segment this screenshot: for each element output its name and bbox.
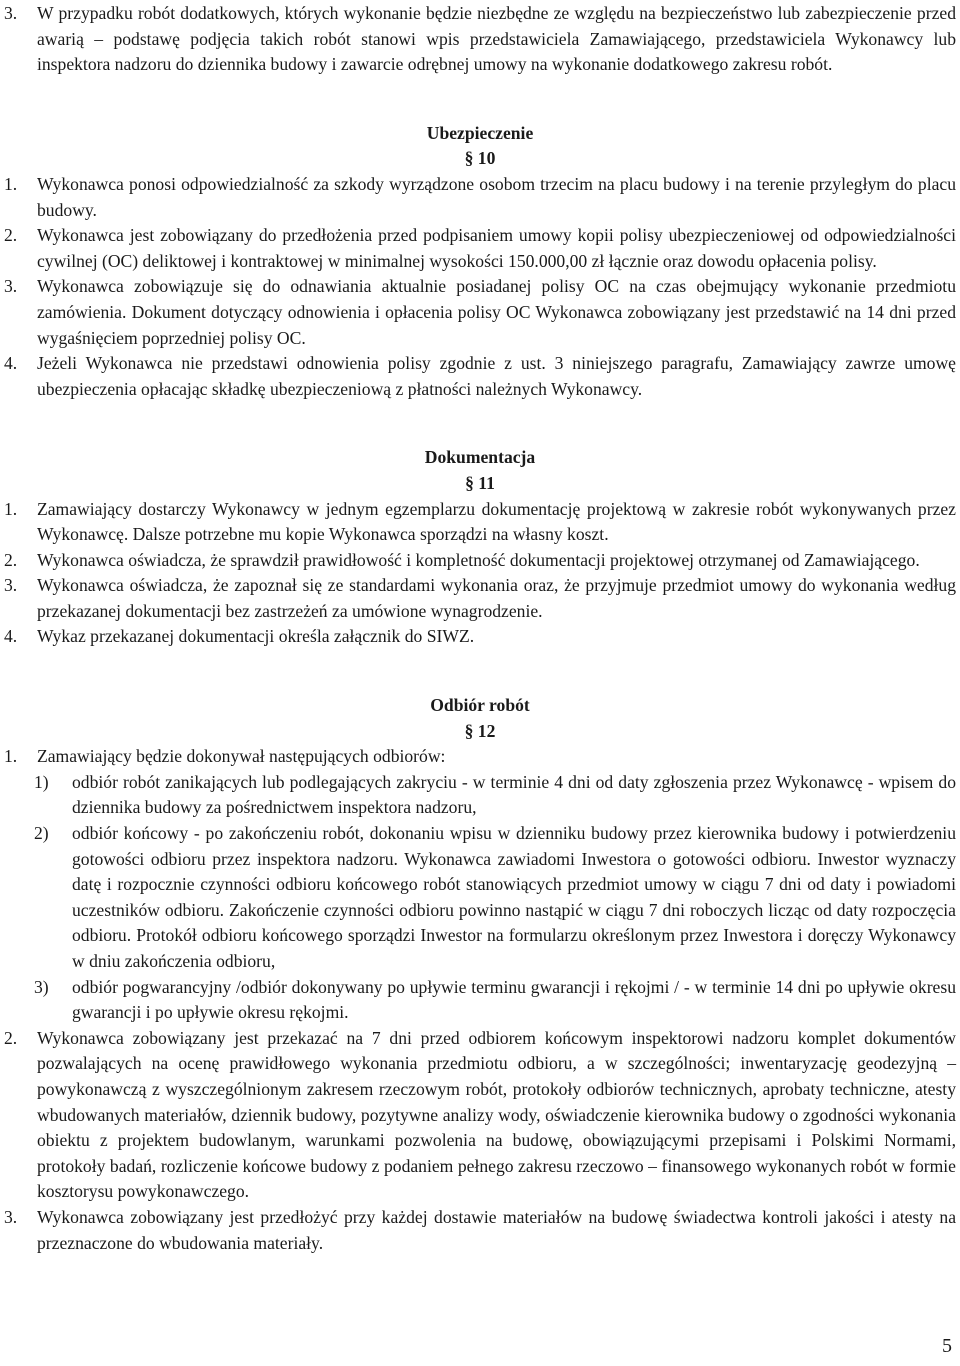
item-number: 2. <box>4 549 18 570</box>
item-text: Wykonawca zobowiązuje się do odnawiania aktualnie posiadanej polisy OC na czas obejmujący wykonanie przedmiotu zamówienia. Dokument dotyczący odnowienia i opłacenia polisy OC Wykonawca zobowiązany jest przedstawić na 14 dni przed wygaśnięciem poprzedniej polisy OC. <box>37 276 956 348</box>
page-number: 5 <box>942 1335 952 1358</box>
item-number: 1. <box>4 498 18 519</box>
item-number: 1. <box>4 173 18 194</box>
item-text: Wykonawca oświadcza, że zapoznał się ze standardami wykonania oraz, że przyjmuje przedmiot umowy do wykonania według przekazanej dokumentacji bez zastrzeżeń za umówione wynagrodzenie. <box>37 575 956 621</box>
item-text: Wykonawca ponosi odpowiedzialność za szkody wyrządzone osobom trzecim na placu budowy i na terenie przyległym do placu budowy. <box>37 173 956 220</box>
paragraph-number: 3. <box>4 3 18 23</box>
sub-item-number: 3) <box>34 976 49 997</box>
item-number: 3. <box>4 276 18 297</box>
item-number: 1. <box>4 746 18 767</box>
list-item <box>4 744 956 770</box>
section-title-ubezpieczenie: Ubezpieczenie <box>426 122 534 143</box>
list-item <box>4 274 956 351</box>
item-text: Wykonawca zobowiązany jest przedłożyć przy każdej dostawie materiałów na budowę świadectwa kontroli jakości i atesty na przeznaczone do wbudowania materiały. <box>37 1206 956 1253</box>
sub-item-text: odbiór pogwarancyjny /odbiór dokonywany po upływie terminu gwarancji i rękojmi / - w terminie 14 dni po upływie okresu gwarancji i po upływie okresu rękojmi. <box>72 976 956 1023</box>
list-item <box>4 172 956 223</box>
list-item <box>4 1026 956 1205</box>
section-number-10: § 10 <box>464 148 496 169</box>
sub-item-text: odbiór końcowy - po zakończeniu robót, dokonaniu wpisu w dzienniku budowy przez kierownika budowy i potwierdzeniu gotowości odbioru przez inspektora nadzoru. Wykonawca zawiadomi Inwestora o gotowości odbioru. Inwestor wyznaczy datę i rozpocznie czynności odbioru końcowego robót stanowiących przedmiot umowy w ciągu 7 dni od daty i powiadomi uczestników odbioru. Zakończenie czynności odbioru powinno nastąpić w ciągu 7 dni roboczych licząc od daty rozpoczęcia odbioru. Protokół odbioru końcowego sporządzi Inwestor na formularzu określonym przez Inwestora i doręczy Wykonawcy w dniu zakończenia odbioru, <box>72 823 956 971</box>
item-text: Wykonawca jest zobowiązany do przedłożenia przed podpisaniem umowy kopii polisy ubezpieczeniowej od odpowiedzialności cywilnej (OC) deliktowej i kontraktowej w minimalnej wysokości 150.000,00 zł łącznie oraz dowodu opłacenia polisy. <box>37 225 956 271</box>
item-number: 2. <box>4 225 18 246</box>
item-number: 3. <box>4 1206 18 1227</box>
section-title-dokumentacja: Dokumentacja <box>424 447 536 468</box>
list-item <box>4 573 956 624</box>
sub-list-item <box>4 821 956 975</box>
list-item <box>4 497 956 548</box>
item-number: 2. <box>4 1027 18 1048</box>
sub-list-item <box>4 770 956 821</box>
section-number-11: § 11 <box>465 472 495 493</box>
section-number-12: § 12 <box>464 720 496 741</box>
item-number: 4. <box>4 626 18 647</box>
item-text: Zamawiający będzie dokonywał następujących odbiorów: <box>37 746 446 767</box>
list-item <box>4 548 956 574</box>
item-text: Jeżeli Wykonawca nie przedstawi odnowienia polisy zgodnie z ust. 3 niniejszego paragrafu, Zamawiający zawrze umowę ubezpieczenia opłacając składkę ubezpieczeniową z płatności należnych Wykonawcy. <box>37 353 956 399</box>
sub-item-number: 2) <box>34 823 49 844</box>
item-text: Wykaz przekazanej dokumentacji określa załącznik do SIWZ. <box>37 626 475 647</box>
list-item <box>4 351 956 402</box>
item-text: Wykonawca oświadcza, że sprawdził prawidłowość i kompletność dokumentacji projektowej otrzymanej od Zamawiającego. <box>37 549 920 570</box>
list-item <box>4 223 956 274</box>
section-title-odbior-robot: Odbiór robót <box>430 695 530 716</box>
intro-paragraph <box>4 1 956 78</box>
item-text: Wykonawca zobowiązany jest przekazać na 7 dni przed odbiorem końcowym inspektorowi nadzoru komplet dokumentów pozwalających na ocenę prawidłowego wykonania przedmiotu odbioru, a w szczególności; inwentaryzację geodezyjną – powykonawczą z wyszczególnionym zakresem rzeczowym robót, protokoły odbiorów technicznych, aprobaty techniczne, atesty wbudowanych materiałów, dziennik budowy, pozytywne analizy wody, oświadczenie kierownika budowy o zgodności wykonania obiektu z projektem budowlanym, warunkami pozwolenia na budowę, obowiązującymi przepisami i Polskimi Normami, protokoły badań, rozliczenie końcowe budowy z podaniem pełnego zakresu rzeczowo – finansowego wykonanych robót w formie kosztorysu powykonawczego. <box>37 1027 956 1202</box>
item-number: 4. <box>4 353 18 374</box>
list-item <box>4 1205 956 1256</box>
sub-item-text: odbiór robót zanikających lub podlegających zakryciu - w terminie 4 dni od daty zgłoszenia przez Wykonawcę - wpisem do dziennika budowy za pośrednictwem inspektora nadzoru, <box>72 771 956 818</box>
sub-item-number: 1) <box>34 771 49 792</box>
item-number: 3. <box>4 575 18 596</box>
list-item <box>4 624 956 650</box>
sub-list-item <box>4 975 956 1026</box>
paragraph-text: W przypadku robót dodatkowych, których wykonanie będzie niezbędne ze względu na bezpieczeństwo lub zabezpieczenie przed awarią – podstawę podjęcia takich robót stanowi wpis przedstawiciela Zamawiającego, przedstawiciela Wykonawcy lub inspektora nadzoru do dziennika budowy i zawarcie odrębnej umowy na wykonanie dodatkowego zakresu robót. <box>37 3 956 75</box>
item-text: Zamawiający dostarczy Wykonawcy w jednym egzemplarzu dokumentację projektową w zakresie robót wykonywanych przez Wykonawcę. Dalsze potrzebne mu kopie Wykonawca sporządzi na własny koszt. <box>37 498 956 545</box>
